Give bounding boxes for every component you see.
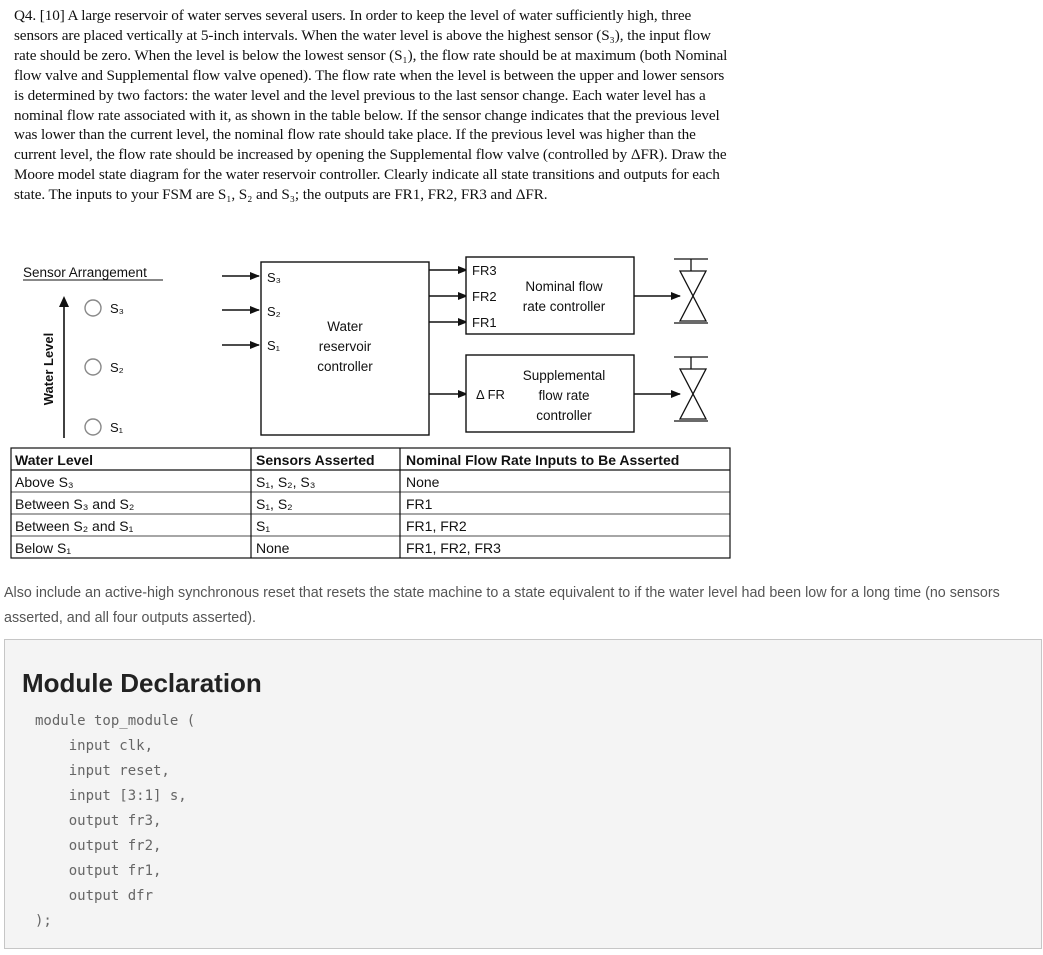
- sensor-arrangement-title: Sensor Arrangement: [23, 265, 147, 280]
- sensor-s3-label: S₃: [110, 301, 124, 316]
- code-line: input [3:1] s,: [35, 788, 187, 804]
- code-line: input clk,: [35, 738, 154, 754]
- table-cell: FR1, FR2, FR3: [406, 540, 501, 556]
- nominal-controller-label-line-2: rate controller: [522, 299, 606, 314]
- controller-label-line-3: controller: [317, 359, 373, 374]
- nominal-controller-label-line-1: Nominal flow: [525, 279, 603, 294]
- table-cell: S₁: [256, 518, 271, 534]
- water-level-table: [11, 448, 730, 558]
- supplemental-controller-label-line-2: flow rate: [538, 388, 590, 403]
- sensor-s1-label: S₁: [110, 420, 124, 435]
- supplemental-controller-label-line-1: Supplemental: [522, 368, 606, 383]
- code-line: module top_module (: [35, 713, 196, 729]
- table-cell: FR1, FR2: [406, 518, 467, 534]
- table-header-water-level: Water Level: [15, 452, 94, 468]
- table-cell: Between S₂ and S₁: [15, 518, 134, 534]
- code-line: output dfr: [35, 888, 154, 904]
- table-cell: None: [256, 540, 290, 556]
- sensor-s3-circle: [85, 300, 101, 316]
- table-cell: FR1: [406, 496, 433, 512]
- problem-figure: [0, 250, 740, 562]
- reset-note: Also include an active-high synchronous reset that resets the state machine to a state equivalent to if the water level had been low for a long time (no sensors asserted, and all four outputs asserted).: [4, 585, 1000, 626]
- module-declaration-title: Module Declaration: [22, 668, 262, 698]
- controller-input-s2-label: S₂: [267, 304, 281, 319]
- code-line: output fr1,: [35, 863, 162, 879]
- code-line: output fr3,: [35, 813, 162, 829]
- module-code-block: [35, 709, 195, 934]
- controller-input-s1-label: S₁: [267, 338, 281, 353]
- table-cell: S₁, S₂, S₃: [256, 474, 316, 490]
- controller-label-line-2: reservoir: [318, 339, 372, 354]
- water-level-axis-label: Water Level: [41, 332, 56, 406]
- table-cell: Above S₃: [15, 474, 74, 490]
- sensor-s2-circle: [85, 359, 101, 375]
- supplemental-flow-valve-icon: [674, 357, 708, 421]
- sensor-s1-circle: [85, 419, 101, 435]
- nominal-input-fr2-label: FR2: [472, 289, 497, 304]
- table-cell: S₁, S₂: [256, 496, 293, 512]
- controller-label-line-1: Water: [327, 319, 363, 334]
- table-header-sensors-asserted: Sensors Asserted: [256, 452, 375, 468]
- supplemental-controller-label-line-3: controller: [536, 408, 592, 423]
- supplemental-input-dfr-label: Δ FR: [476, 387, 505, 402]
- sensor-s2-label: S₂: [110, 360, 124, 375]
- nominal-flow-valve-icon: [674, 259, 708, 323]
- code-line: output fr2,: [35, 838, 162, 854]
- nominal-input-fr1-label: FR1: [472, 315, 497, 330]
- question-text-block: [14, 6, 736, 205]
- code-line: );: [35, 913, 52, 929]
- module-declaration-panel: [4, 639, 1042, 949]
- table-cell: Between S₃ and S₂: [15, 496, 135, 512]
- question-text: Q4. [10] A large reservoir of water serves several users. In order to keep the level of water sufficiently high, three sensors are placed vertically at 5-inch intervals. When the water level is above the highest sensor (S₃), the input flow rate should be zero. When the level is below the lowest sensor (S₁), the flow rate should be at maximum (both Nominal flow valve and Supplemental flow valve opened). The flow rate when the level is between the upper and lower sensors is determined by two factors: the water level and the level previous to the last sensor change. Each water level has a nominal flow rate associated with it, as shown in the table below. If the sensor change indicates that the previous level was lower than the current level, the nominal flow rate should take place. If the previous level was higher than the current level, the flow rate should be increased by opening the Supplemental flow valve (controlled by ΔFR). Draw the Moore model state diagram for the water reservoir controller. Clearly indicate all state transitions and outputs for each state. The inputs to your FSM are S₁, S₂ and S₃; the outputs are FR1, FR2, FR3 and ΔFR.: [14, 7, 728, 204]
- table-cell: None: [406, 474, 440, 490]
- water-level-axis-arrowhead: [59, 296, 69, 307]
- table-cell: Below S₁: [15, 540, 72, 556]
- nominal-input-fr3-label: FR3: [472, 263, 497, 278]
- table-header-nominal-flow-rate-inputs: Nominal Flow Rate Inputs to Be Asserted: [406, 452, 680, 468]
- code-line: input reset,: [35, 763, 170, 779]
- controller-input-s3-label: S₃: [267, 270, 281, 285]
